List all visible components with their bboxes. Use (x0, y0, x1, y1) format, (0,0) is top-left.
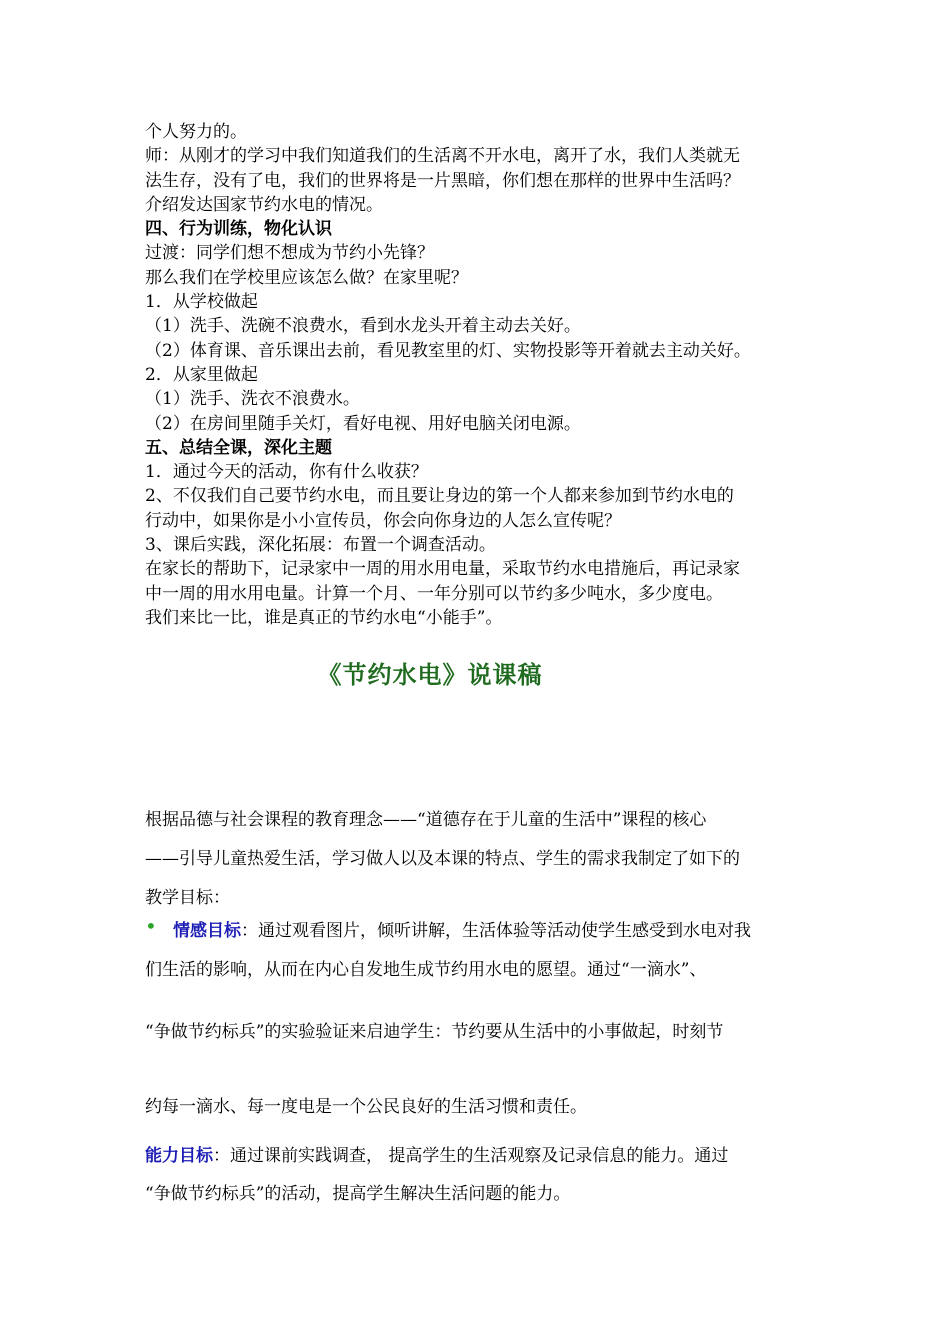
text-line: 在家长的帮助下，记录家中一周的用水用电量，采取节约水电措施后，再记录家 (145, 559, 740, 580)
text-line: （2）在房间里随手关灯，看好电视、用好电脑关闭电源。 (145, 413, 581, 434)
text-line: 那么我们在学校里应该怎么做？在家里呢？ (145, 267, 468, 288)
ability-goal-line-1 (145, 1141, 728, 1166)
text-line: 中一周的用水用电量。计算一个月、一年分别可以节约多少吨水，多少度电。 (145, 583, 723, 604)
text-line: 1．从学校做起 (145, 292, 258, 313)
intro-line-2: ——引导儿童热爱生活，学习做人以及本课的特点、学生的需求我制定了如下的 (145, 849, 740, 869)
ability-goal-text: ：通过课前实践调查， 提高学生的生活观察及记录信息的能力。通过 (213, 1146, 729, 1166)
text-line: （1）洗手、洗碗不浪费水，看到水龙头开着主动去关好。 (145, 316, 581, 337)
emotion-goal-text: ：通过观看图片，倾听讲解，生活体验等活动使学生感受到水电对我 (241, 921, 751, 941)
text-line: 2．从家里做起 (145, 364, 258, 385)
text-line: 师：从刚才的学习中我们知道我们的生活离不开水电，离开了水，我们人类就无 (145, 146, 740, 167)
text-line: 3、课后实践，深化拓展：布置一个调查活动。 (145, 535, 496, 556)
text-line: 介绍发达国家节约水电的情况。 (145, 194, 383, 215)
text-line: 法生存，没有了电，我们的世界将是一片黑暗，你们想在那样的世界中生活吗？ (145, 170, 740, 191)
text-line: 行动中，如果你是小小宣传员，你会向你身边的人怎么宣传呢？ (145, 510, 621, 531)
emotion-goal-line-2: 们生活的影响，从而在内心自发地生成节约用水电的愿望。通过“一滴水”、 (145, 960, 707, 980)
text-line: 过渡：同学们想不想成为节约小先锋？ (145, 243, 434, 264)
text-line: 个人努力的。 (145, 122, 247, 142)
lecture-draft-section (145, 0, 825, 1344)
text-line: （2）体育课、音乐课出去前，看见教室里的灯、实物投影等开着就去主动关好。 (145, 340, 751, 361)
section-heading: 五、总结全课，深化主题 (145, 437, 332, 458)
text-line: 2、不仅我们自己要节约水电，而且要让身边的第一个人都来参加到节约水电的 (145, 486, 734, 507)
text-line: 1．通过今天的活动，你有什么收获？ (145, 462, 428, 483)
text-line: （1）洗手、洗衣不浪费水。 (145, 389, 360, 410)
page-title: 《节约水电》说课稿 (317, 661, 543, 689)
intro-line-1: 根据品德与社会课程的教育理念——“道德存在于儿童的生活中”课程的核心 (145, 810, 707, 830)
emotion-goal-line-3: “争做节约标兵”的实验验证来启迪学生：节约要从生活中的小事做起，时刻节 (145, 1022, 724, 1042)
emotion-goal-label: 情感目标 (173, 921, 241, 941)
section-heading: 四、行为训练，物化认识 (145, 219, 332, 240)
emotion-goal-line-4: 约每一滴水、每一度电是一个公民良好的生活习惯和责任。 (145, 1097, 587, 1117)
intro-line-3: 教学目标： (145, 888, 230, 908)
text-line: 我们来比一比，谁是真正的节约水电“小能手”。 (145, 607, 503, 628)
ability-goal-line-2: “争做节约标兵”的活动，提高学生解决生活问题的能力。 (145, 1184, 571, 1204)
bullet-icon: • (145, 914, 157, 938)
emotion-goal-line-1 (173, 916, 751, 941)
ability-goal-label: 能力目标 (145, 1146, 213, 1166)
